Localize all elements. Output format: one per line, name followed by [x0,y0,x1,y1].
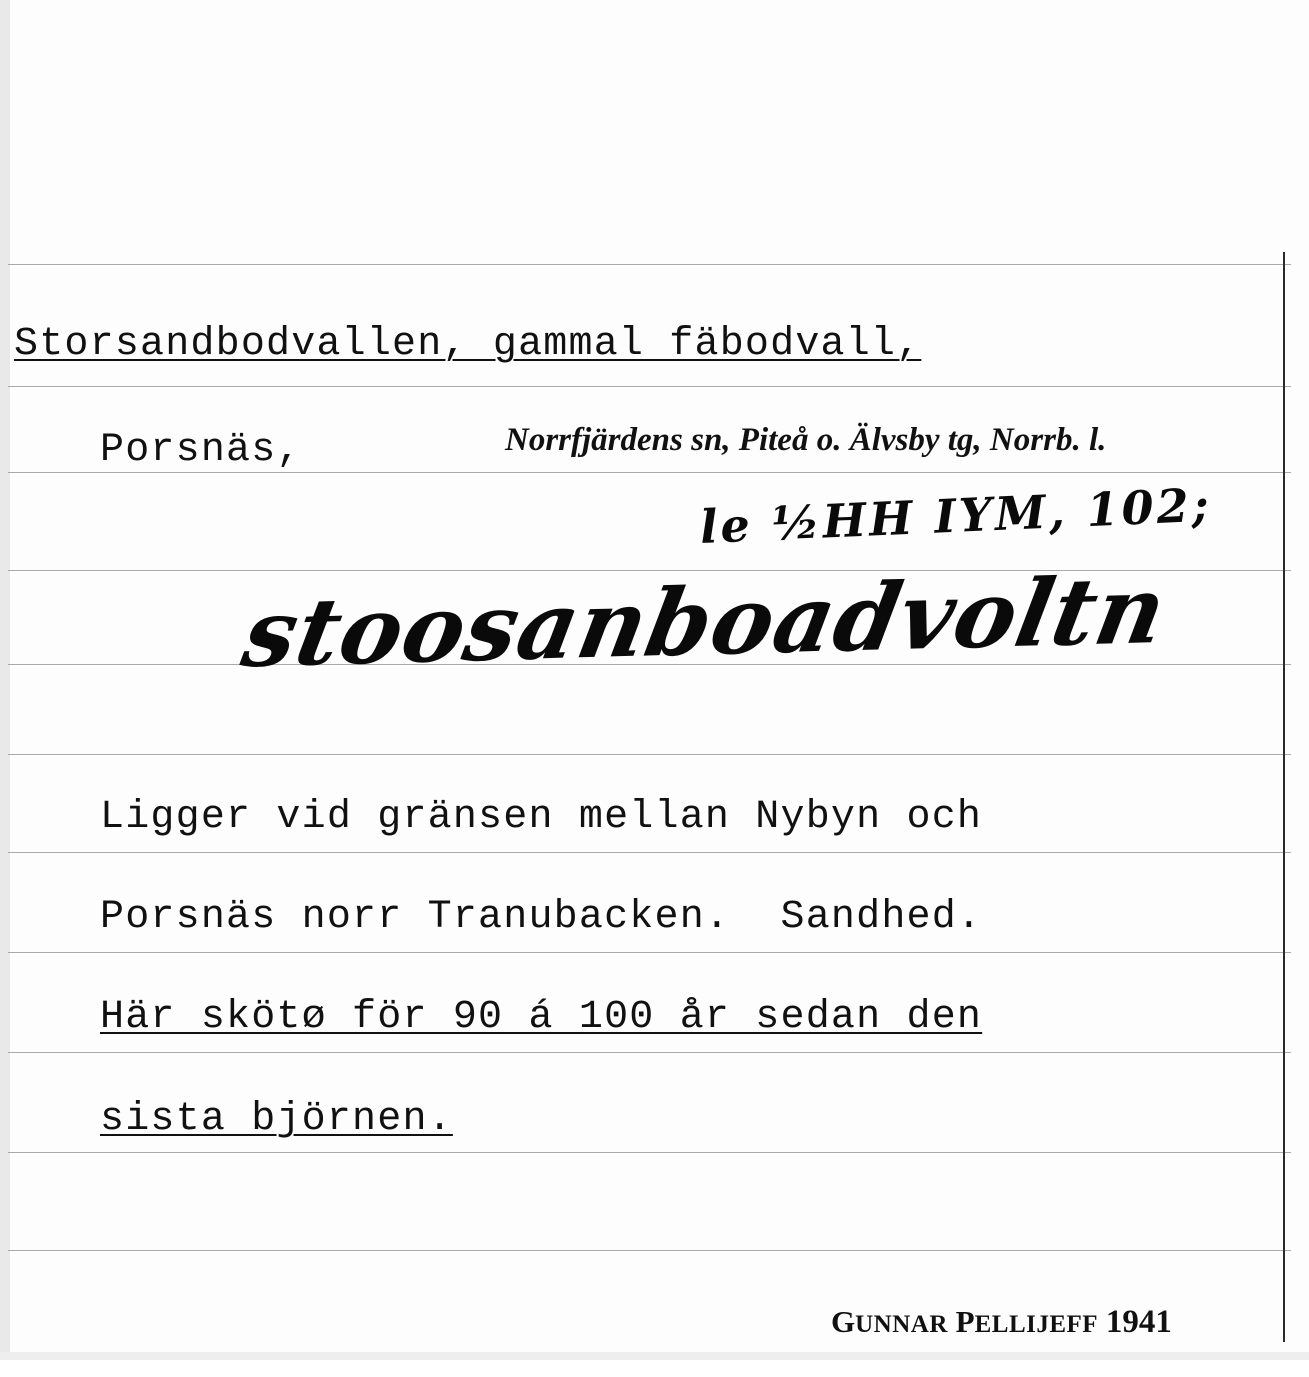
signature-line [800,1268,1172,1377]
ruled-line [8,852,1291,853]
handwritten-dialect-name: stoosanboadvoltn [234,555,1175,689]
scan-edge-left [0,0,10,1360]
ruled-line [8,264,1291,265]
ruled-line [8,386,1291,387]
card-place: Porsnäs, [100,428,302,473]
signature-given-name: UNNAR [855,1311,948,1338]
ruled-line [8,952,1291,953]
body-line-2: Porsnäs norr Tranubacken. Sandhed. [100,895,983,940]
ruled-line [8,1052,1291,1053]
ruled-line [8,754,1291,755]
handwritten-reference-code: le ½HH IYM, 102; [698,477,1213,554]
body-line-4: sista björnen. [100,1097,453,1142]
signature-space-2 [1098,1304,1106,1339]
signature-surname: ELLIJEFF [974,1311,1099,1338]
signature-space [948,1304,956,1339]
body-line-1: Ligger vid gränsen mellan Nybyn och [100,795,983,840]
printed-parish-header: Norrfjärdens sn, Piteå o. Älvsby tg, Norrb. l. [505,422,1107,458]
signature-given-initial: G [831,1304,856,1339]
card-title: Storsandbodvallen, gammal fäbodvall, [14,322,922,367]
signature-year: 1941 [1105,1304,1172,1340]
signature-surname-initial: P [955,1304,975,1339]
margin-rule [1283,252,1285,1342]
body-line-3: Här skötø för 90 á 100 år sedan den [100,995,983,1040]
ruled-line [8,1152,1291,1153]
ruled-line [8,1250,1291,1251]
